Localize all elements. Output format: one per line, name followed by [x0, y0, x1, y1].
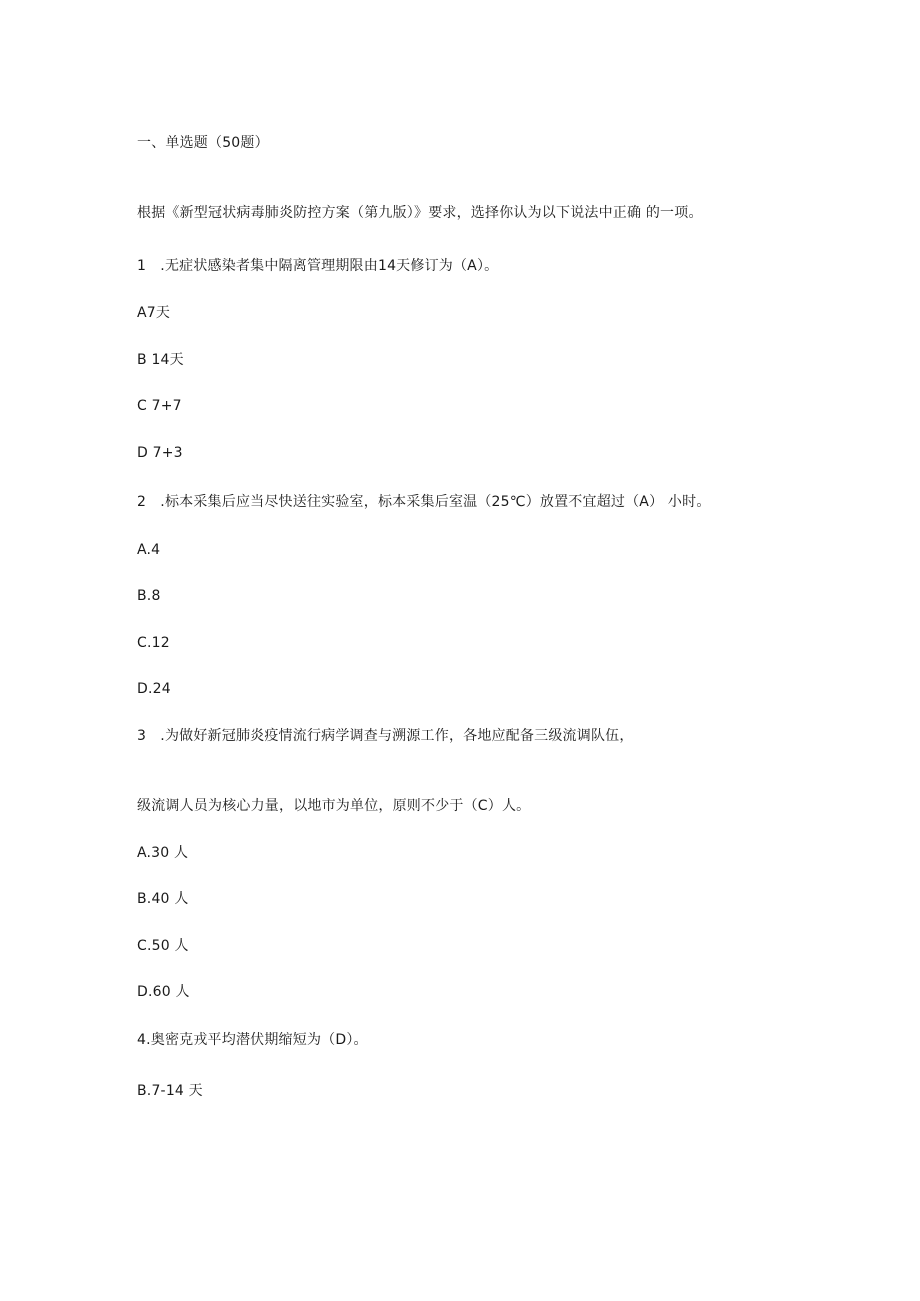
question-2-option-d: D.24 — [137, 681, 171, 697]
question-1-stem: 1 .无症状感染者集中隔离管理期限由14天修订为（A）。 — [137, 258, 499, 274]
question-2-option-c: C.12 — [137, 635, 170, 651]
question-3-option-b: B.40 人 — [137, 891, 189, 907]
question-1-option-b: B 14天 — [137, 352, 184, 368]
question-3-option-d: D.60 人 — [137, 984, 190, 1000]
question-3-stem: 3 .为做好新冠肺炎疫情流行病学调查与溯源工作，各地应配备三级流调队伍， — [137, 728, 634, 744]
question-2-option-b: B.8 — [137, 588, 161, 604]
question-1-option-a: A7天 — [137, 305, 171, 321]
question-2-option-a: A.4 — [137, 542, 161, 558]
question-4-stem: 4.奥密克戎平均潜伏期缩短为（D）。 — [137, 1032, 368, 1048]
question-3-option-c: C.50 人 — [137, 938, 189, 954]
section-title: 一、单选题（50题） — [137, 135, 269, 151]
question-3-option-a: A.30 人 — [137, 845, 189, 861]
question-2-stem: 2 .标本采集后应当尽快送往实验室，标本采集后室温（25℃）放置不宜超过（A） 小时。 — [137, 494, 711, 510]
question-4-option-b: B.7-14 天 — [137, 1083, 203, 1099]
question-3-stem-continued: 级流调人员为核心力量，以地市为单位，原则不少于（C）人。 — [137, 798, 531, 814]
instruction-text: 根据《新型冠状病毒肺炎防控方案（第九版）》要求，选择你认为以下说法中正确 的一项。 — [137, 205, 703, 221]
question-1-option-c: C 7+7 — [137, 398, 182, 414]
question-1-option-d: D 7+3 — [137, 445, 183, 461]
